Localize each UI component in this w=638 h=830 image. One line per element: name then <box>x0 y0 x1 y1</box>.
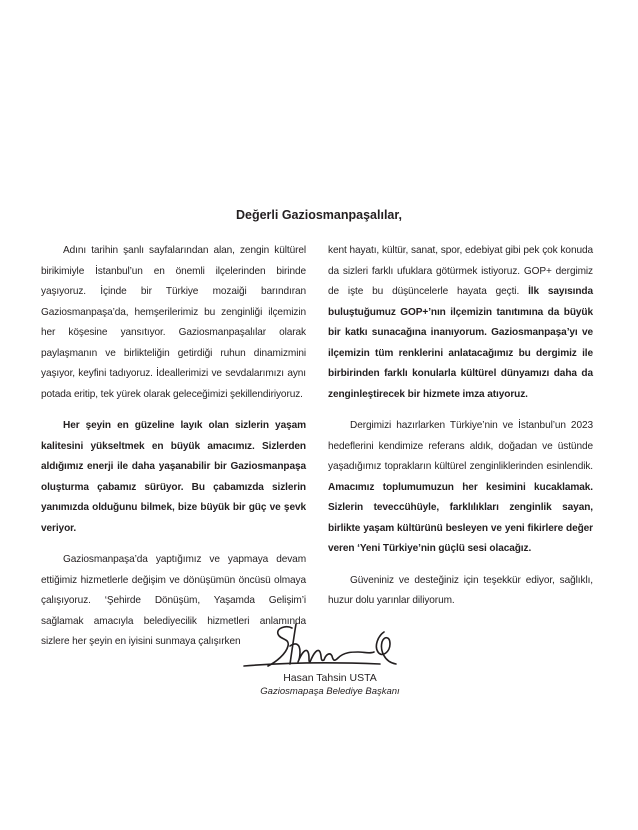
paragraph <box>328 416 593 560</box>
left-column <box>41 241 306 664</box>
paragraph <box>328 241 593 405</box>
paragraph-text: Gaziosmanpaşa’da yaptığımız ve yapmaya devam ettiğimiz hizmetlerle değişim ve dönüşümün öncüsü olmaya çalışıyoruz. ‘Şehirde Dönüşüm, Yaşamda Gelişim’i sağlamak amacıyla belediyecilik hizmetleri anlamında sizlere her şeyin en iyisini sunmaya çalışırken <box>41 554 306 647</box>
salutation: Değerli Gaziosmanpaşalılar, <box>235 208 403 222</box>
signature-icon <box>240 622 410 672</box>
paragraph <box>41 241 306 405</box>
paragraph <box>328 571 593 612</box>
paragraph-text: Dergimizi hazırlarken Türkiye’nin ve İstanbul’un 2023 hedeflerini kendimize referans aldık, doğadan ve üstünde yaşadığımız toprakların kültürel zenginliklerinden esinlendik. <box>328 420 593 472</box>
paragraph-text-bold: Her şeyin en güzeline layık olan sizlerin yaşam kalitesini yükseltmek en büyük amacımız. Sizlerden aldığımız enerji ile daha yaşanabilir bir Gaziosmanpaşa oluşturma çabamız sürüyor. Bu çabamızda sizlerin yanımızda olduğunu bilmek, bize büyük bir güç ve şevk veriyor. <box>41 420 306 534</box>
paragraph-text-bold: Amacımız toplumumuzun her kesimini kucaklamak. Sizlerin teveccühüyle, farklılıkları zenginlik sayan, birlikte yaşam kültürünü besleyen ve yeni fikirlere değer veren ‘Yeni Türkiye’nin güçlü sesi olacağız. <box>328 481 593 554</box>
right-column <box>328 241 593 623</box>
paragraph-text-bold: İlk sayısında buluştuğumuz GOP+’nın ilçemizin tanıtımına da büyük bir katkı sunacağına inanıyorum. Gaziosmanpaşa’yı ve ilçemizin tüm renklerini anlatacağımız bu dergimiz ile birbirinden farklı konularla kültürel dünyamızı daha da zenginleştirecek bir hizmete imza atıyoruz. <box>328 286 593 400</box>
paragraph-text: kent hayatı, kültür, sanat, spor, edebiyat gibi pek çok konuda da sizleri farklı ufuklara götürmek istiyoruz. GOP+ dergimiz de işte bu düşüncelerle hayata geçti. <box>328 245 593 297</box>
signer-title: Gaziosmapaşa Belediye Başkanı <box>260 686 400 697</box>
signer-name: Hasan Tahsin USTA <box>283 672 377 684</box>
paragraph-text: Adını tarihin şanlı sayfalarından alan, zengin kültürel birikimiyle İstanbul’un en önemli ilçelerinden birinde yaşıyoruz. İçinde bir Türkiye mozaiği barındıran Gaziosmanpaşa’da, hemşerilerimiz bu zenginliği ilçemizin her köşesine yansıtıyor. Gaziosmanpaşalılar olarak paylaşmanın ve birlikteliğin getirdiği ruhun dinamizmini yaşıyor, keyfini tadıyoruz. İdeallerimizi ve sevdalarımızı aynı potada eritip, tek yürek olarak geleceğimizi şekillendiriyoruz. <box>41 245 306 400</box>
paragraph <box>41 416 306 539</box>
paragraph-text: Güveniniz ve desteğiniz için teşekkür ediyor, sağlıklı, huzur dolu yarınlar diliyorum. <box>328 574 593 606</box>
